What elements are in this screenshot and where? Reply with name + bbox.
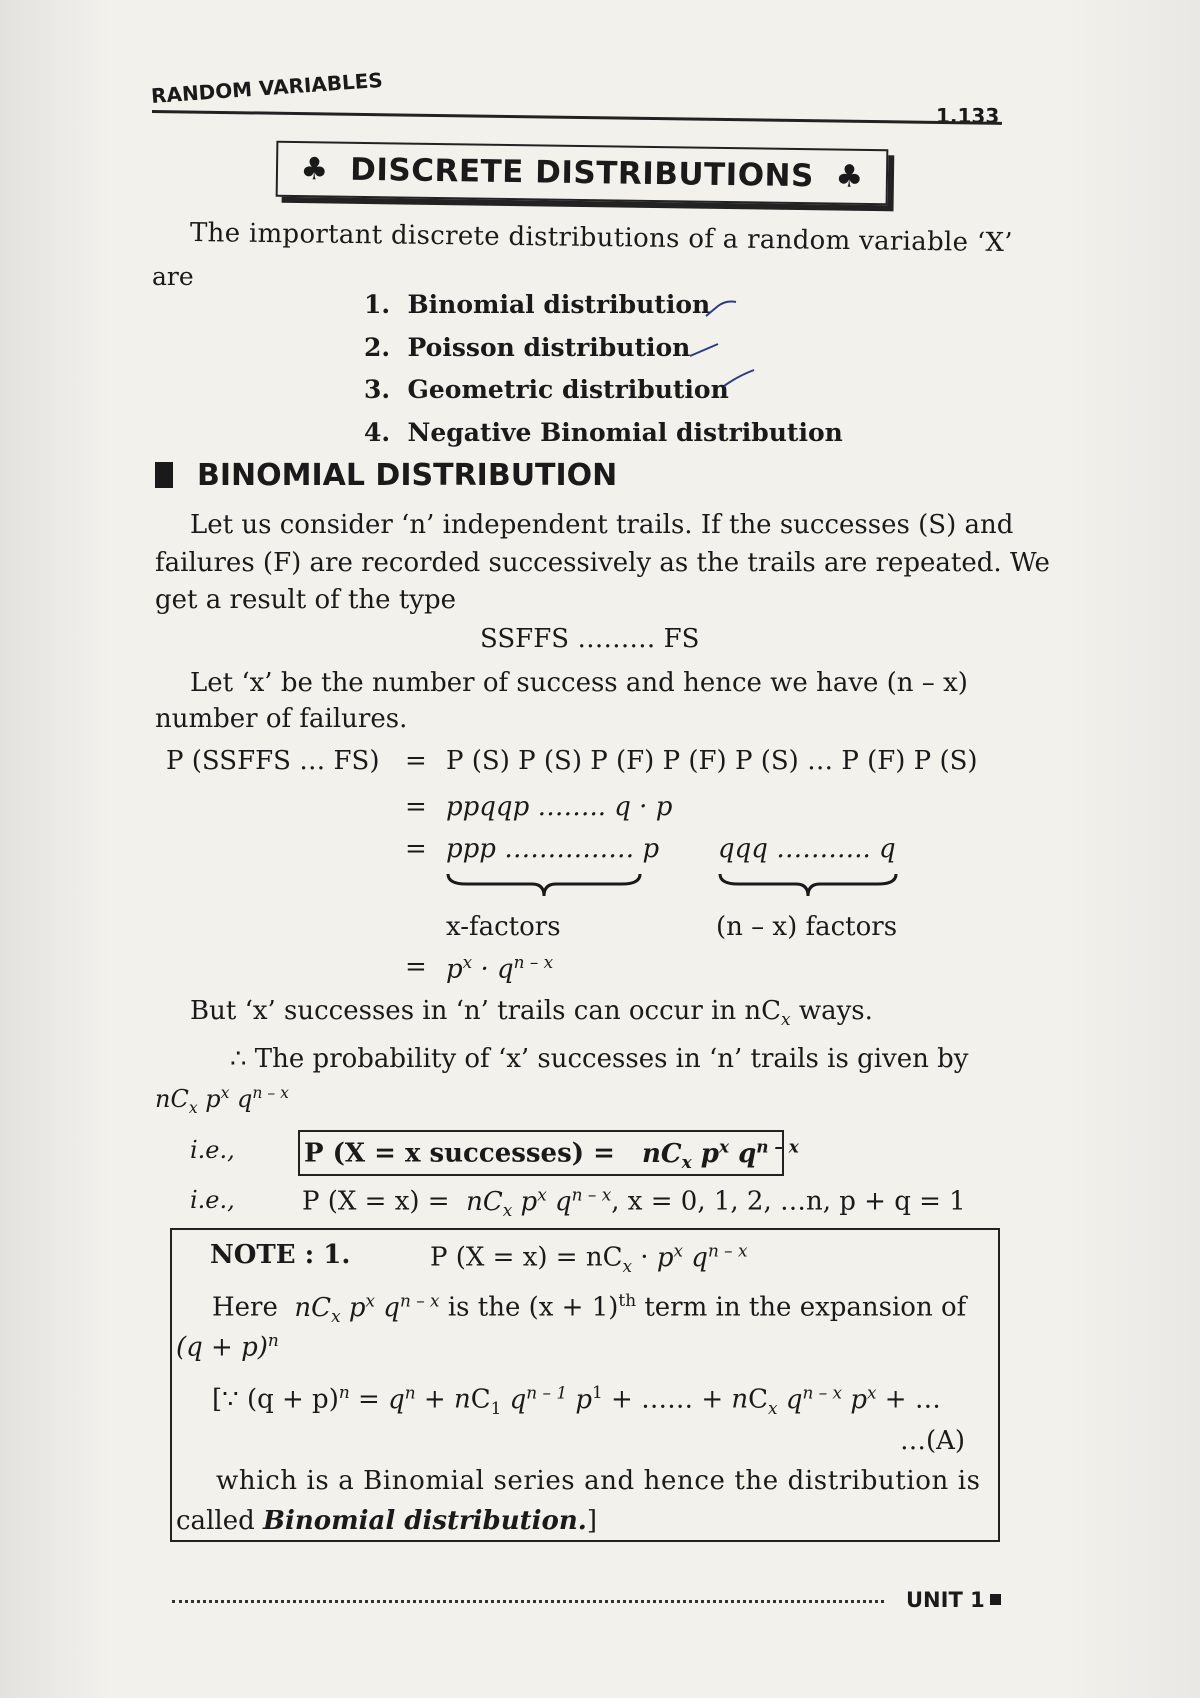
- subsection-heading: BINOMIAL DISTRIBUTION: [155, 458, 617, 493]
- paragraph-line: Let ‘x’ be the number of success and hence we have (n – x): [190, 668, 968, 698]
- equation-rhs-3a: ppp …………… p: [446, 834, 660, 864]
- equals-sign: =: [405, 792, 427, 822]
- sequence-text: SSFFS ……… FS: [480, 624, 700, 654]
- running-header-section: RANDOM VARIABLES: [150, 67, 384, 108]
- list-item: 4. Negative Binomial distribution: [364, 418, 843, 447]
- note-line: $(q + p)^n$: [176, 1330, 279, 1363]
- club-ornament-icon: ♣: [835, 158, 864, 195]
- brace-icon: [718, 872, 898, 898]
- list-item: 3. Geometric distribution: [364, 375, 729, 404]
- equals-sign: =: [405, 746, 427, 776]
- page-number: 1.133: [936, 104, 1000, 128]
- equals-sign: =: [405, 952, 427, 982]
- square-bullet-icon: [990, 1594, 1001, 1605]
- ie-label: i.e.,: [190, 1136, 235, 1164]
- equation-rhs-1: P (S) P (S) P (F) P (F) P (S) … P (F) P (S): [446, 746, 978, 776]
- page-edge-right: [1060, 0, 1200, 1698]
- list-item: 2. Poisson distribution: [364, 333, 691, 362]
- paragraph-line: get a result of the type: [155, 585, 456, 615]
- square-bullet-icon: [155, 462, 173, 488]
- header-rule: [152, 110, 1002, 125]
- boxed-formula: [298, 1130, 799, 1176]
- intro-line-1: The important discrete distributions of a random variable ‘X’: [189, 218, 1013, 259]
- equation-lhs: P (SSFFS … FS): [166, 746, 380, 776]
- paragraph-line: failures (F) are recorded successively as the trails are repeated. We: [155, 548, 1050, 578]
- paragraph-line: Let us consider ‘n’ independent trails. If the successes (S) and: [190, 510, 1014, 540]
- paragraph-line: But ‘x’ successes in ‘n’ trails can occur in $nC_x$ ways.: [190, 996, 873, 1030]
- note-line: called Binomial distribution.]: [176, 1506, 597, 1536]
- footer-dotted-rule: [172, 1600, 884, 1603]
- note-line: which is a Binomial series and hence the distribution is: [216, 1466, 981, 1496]
- section-title: DISCRETE DISTRIBUTIONS: [349, 151, 815, 195]
- pen-tick-icon: [722, 368, 756, 388]
- footer-unit-label: UNIT 1: [906, 1588, 985, 1612]
- brace-icon: [446, 872, 642, 898]
- pen-tick-icon: [688, 340, 722, 360]
- equation-rhs-2: ppqqp …….. q · p: [446, 792, 673, 822]
- intro-line-2: are: [152, 262, 194, 291]
- note-expansion: [∵ $(q + p)^n = q^n + nC_1$ $q^{n - 1}$ $p^1$ + …… + $nC_x$ $q^{n - x}$ $p^x$ + …: [212, 1382, 941, 1418]
- pen-tick-icon: [704, 298, 738, 318]
- list-item: 1. Binomial distribution: [364, 290, 711, 319]
- brace-label-x-factors: x-factors: [446, 912, 561, 942]
- note-line: Here $nC_x$ $p^x$ $q^{n - x}$ is the $(x + 1)^{th}$ term in the expansion of: [212, 1290, 967, 1326]
- club-ornament-icon: ♣: [300, 151, 329, 188]
- paragraph-line: number of failures.: [155, 704, 408, 734]
- paragraph-line: ∴ The probability of ‘x’ successes in ‘n’ trails is given by: [230, 1044, 969, 1074]
- equation-rhs-4: $p^x \cdot q^{n - x}$: [446, 952, 554, 985]
- note-label: NOTE : 1.: [210, 1240, 351, 1270]
- equals-sign: =: [405, 834, 427, 864]
- equation-rhs-3b: qqq ……….. q: [718, 834, 896, 864]
- boxed-formula-text: P (X = x successes) = $nC_x$ $p^x$ $q^{n - x}$: [304, 1136, 799, 1172]
- note-formula: P $(X = x) = nC_x \cdot p^x$ $q^{n - x}$: [430, 1240, 748, 1276]
- inline-formula: $nC_x$ $p^x$ $q^{n - x}$: [155, 1084, 289, 1117]
- brace-label-n-minus-x-factors: (n – x) factors: [716, 912, 898, 942]
- equation-tag: …(A): [900, 1426, 966, 1456]
- ie-label: i.e.,: [190, 1186, 235, 1214]
- formula-line: P $(X = x) = nC_x$ $p^x$ $q^{n - x}$, x = 0, 1, 2, …n, p + q = 1: [302, 1184, 966, 1220]
- page-edge-left: [0, 0, 110, 1698]
- section-title-box: [276, 141, 889, 206]
